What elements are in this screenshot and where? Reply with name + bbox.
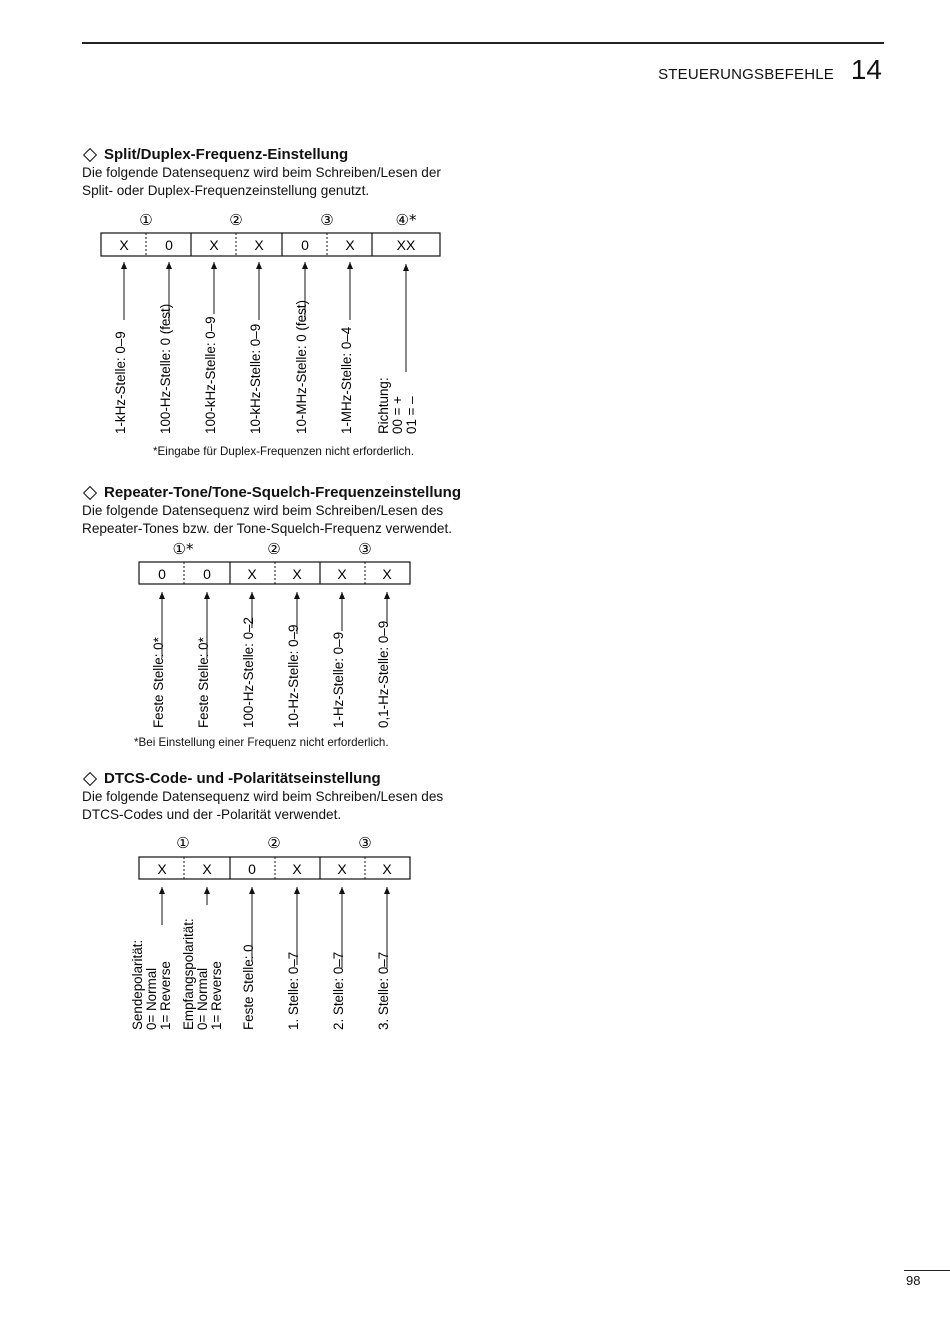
field-label: 10-Hz-Stelle: 0–9	[286, 624, 301, 728]
field-label: 3. Stelle: 0–7	[376, 951, 391, 1030]
sequence-cell: 0	[203, 566, 211, 582]
sequence-cell: X	[157, 861, 167, 877]
arrow-head-icon	[339, 887, 345, 894]
field-label: Sendepolarität:	[130, 939, 145, 1030]
group-marker: ④*	[395, 211, 417, 229]
arrow-head-icon	[294, 887, 300, 894]
group-marker: ①	[176, 834, 190, 852]
sequence-cell: XX	[396, 237, 416, 253]
sequence-cell: 0	[301, 237, 309, 253]
field-label: 00 = +	[390, 396, 405, 434]
group-marker: ③	[320, 211, 334, 229]
group-marker: ③	[358, 540, 372, 558]
arrow-head-icon	[384, 887, 390, 894]
sequence-cell: X	[337, 861, 347, 877]
group-marker: ②	[267, 834, 281, 852]
group-marker: ①	[139, 211, 153, 229]
sequence-cell: 0	[165, 237, 173, 253]
sequence-cell: X	[345, 237, 355, 253]
section-description-line: Die folgende Datensequenz wird beim Schreiben/Lesen der	[82, 165, 441, 180]
field-label: 0= Normal	[195, 967, 210, 1030]
sequence-cell: X	[337, 566, 347, 582]
sequence-cell: 0	[248, 861, 256, 877]
section-description-line: Repeater-Tones bzw. der Tone-Squelch-Frequenz verwendet.	[82, 521, 453, 536]
chapter-title: STEUERUNGSBEFEHLE	[658, 66, 834, 83]
data-sequence-box	[139, 857, 410, 879]
field-label: 1-Hz-Stelle: 0–9	[331, 631, 346, 728]
field-label: 2. Stelle: 0–7	[331, 951, 346, 1030]
page-number: 98	[906, 1273, 921, 1288]
sequence-cell: X	[292, 861, 302, 877]
field-label: 1= Reverse	[158, 961, 173, 1030]
arrow-head-icon	[249, 887, 255, 894]
field-label: 10-kHz-Stelle: 0–9	[248, 323, 263, 434]
sequence-cell: X	[202, 861, 212, 877]
sequence-cell: X	[382, 566, 392, 582]
field-label: 10-MHz-Stelle: 0 (fest)	[294, 300, 309, 434]
field-label: 100-Hz-Stelle: 0–2	[241, 617, 256, 728]
sequence-cell: X	[292, 566, 302, 582]
section-description-line: Die folgende Datensequenz wird beim Schreiben/Lesen des	[82, 789, 444, 804]
field-label: 100-Hz-Stelle: 0 (fest)	[158, 303, 173, 434]
group-marker: ②	[267, 540, 281, 558]
arrow-head-icon	[159, 887, 165, 894]
section-title-text: Repeater-Tone/Tone-Squelch-Frequenzeinstellung	[104, 484, 461, 501]
sequence-cell: X	[209, 237, 219, 253]
sequence-cell: X	[382, 861, 392, 877]
field-label: Feste Stelle: 0*	[196, 637, 211, 728]
field-label: 0= Normal	[144, 967, 159, 1030]
field-label: 1-MHz-Stelle: 0–4	[339, 326, 354, 434]
field-label: Feste Stelle: 0	[241, 944, 256, 1030]
section-description-line: DTCS-Codes und der -Polarität verwendet.	[82, 807, 342, 822]
group-marker: ③	[358, 834, 372, 852]
chapter-number: 14	[850, 54, 882, 85]
arrow-head-icon	[204, 887, 210, 894]
field-label: Empfangspolarität:	[181, 918, 196, 1030]
sequence-cell: X	[119, 237, 129, 253]
field-label: 100-kHz-Stelle: 0–9	[203, 316, 218, 434]
field-label: 0,1-Hz-Stelle: 0–9	[376, 620, 391, 728]
sequence-cell: X	[254, 237, 264, 253]
footnote: *Bei Einstellung einer Frequenz nicht erforderlich.	[134, 736, 389, 749]
section-title-text: Split/Duplex-Frequenz-Einstellung	[104, 146, 349, 163]
sequence-cell: 0	[158, 566, 166, 582]
group-marker: ①*	[172, 540, 194, 558]
section-description-line: Die folgende Datensequenz wird beim Schreiben/Lesen des	[82, 503, 444, 518]
field-label: 1. Stelle: 0–7	[286, 951, 301, 1030]
field-label: 1= Reverse	[209, 961, 224, 1030]
footnote: *Eingabe für Duplex-Frequenzen nicht erforderlich.	[153, 445, 415, 458]
footer-rule	[904, 1270, 950, 1271]
section-description-line: Split- oder Duplex-Frequenzeinstellung genutzt.	[82, 183, 370, 198]
field-label: 01 = –	[404, 396, 419, 434]
section-title-text: DTCS-Code- und -Polaritätseinstellung	[104, 770, 381, 787]
field-label: 1-kHz-Stelle: 0–9	[113, 331, 128, 434]
field-label: Richtung:	[376, 377, 391, 434]
sequence-cell: X	[247, 566, 257, 582]
group-marker: ②	[229, 211, 243, 229]
field-label: Feste Stelle: 0*	[151, 637, 166, 728]
